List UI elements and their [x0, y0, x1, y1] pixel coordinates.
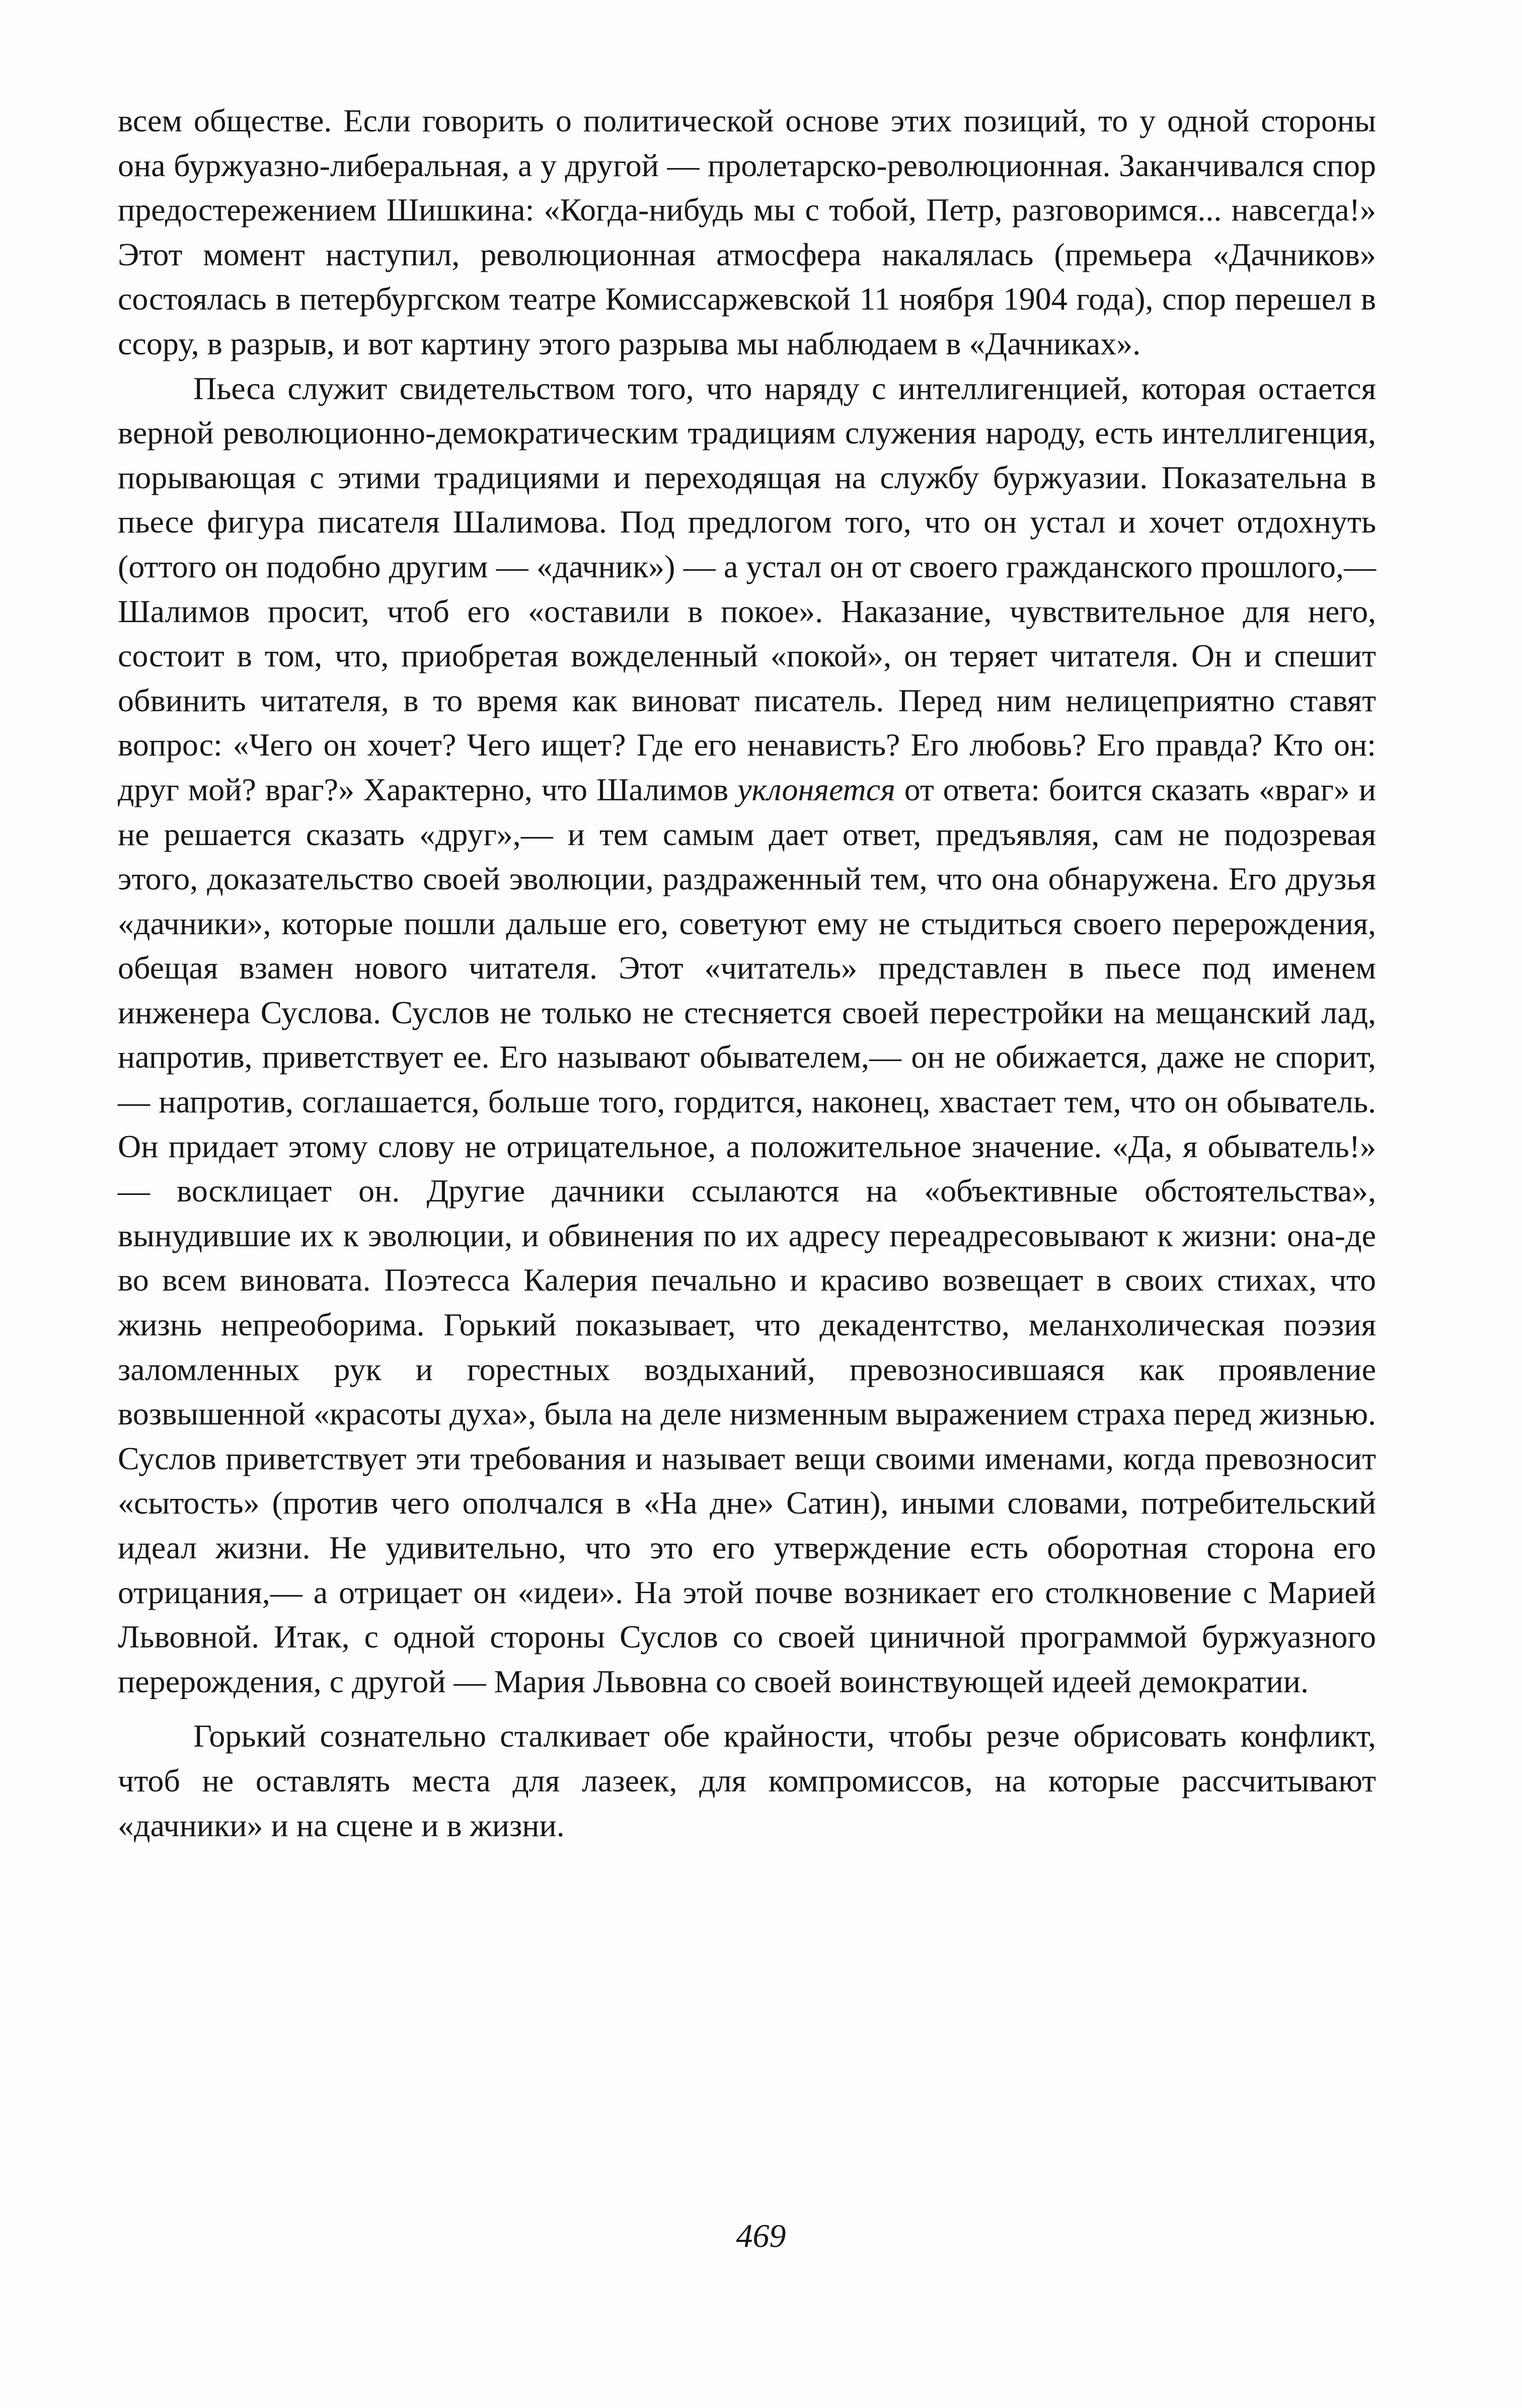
paragraph-3: Горький сознательно сталкивает обе крайности, чтобы резче обрисовать конфликт, чтоб не оставлять места для лазеек, для компромиссов, на которые рассчитывают «дачники» и на сцене и в жизни.: [118, 1718, 1376, 1843]
italic-emphasis: уклоняется: [737, 771, 895, 807]
paragraph-1: всем обществе. Если говорить о политической основе этих позиций, то у одной стороны она буржуазно-либеральная, а у другой — пролетарско-революционная. Заканчивался спор предостережением Шишкина: «Когда-нибудь мы с тобой, Петр, разговоримся... навсегда!» Этот момент наступил, революционная атмосфера накалялась (премьера «Дачников» состоялась в петербургском театре Комиссаржевской 11 ноября 1904 года), спор перешел в ссору, в разрыв, и вот картину этого разрыва мы наблюдаем в «Дачниках».: [118, 103, 1376, 361]
body-text: [118, 99, 1376, 1848]
paragraph-2-part-1: Пьеса служит свидетельством того, что наряду с интеллигенцией, которая остается верной революционно-демократическим традициям служения народу, есть интеллигенция, порывающая с этими традициями и переходящая на службу буржуазии. Показательна в пьесе фигура писателя Шалимова. Под предлогом того, что он устал и хочет отдохнуть (оттого он подобно другим — «дачник») — а устал он от своего гражданского прошлого,— Шалимов просит, чтоб его «оставили в покое». Наказание, чувствительное для него, состоит в том, что, приобретая вожделенный «покой», он теряет читателя. Он и спешит обвинить читателя, в то время как виноват писатель. Перед ним нелицеприятно ставят вопрос: «Чего он хочет? Чего ищет? Где его ненависть? Его любовь? Его правда? Кто он: друг мой? враг?» Характерно, что Шалимов: [118, 370, 1376, 807]
page-number: 469: [736, 2218, 786, 2254]
paragraph-2: [118, 366, 1376, 1704]
paragraph-2-part-2: от ответа: боится сказать «враг» и не решается сказать «друг»,— и тем самым дает ответ, предъявляя, сам не подозревая этого, доказательство своей эволюции, раздраженный тем, что она обнаружена. Его друзья «дачники», которые пошли дальше его, советуют ему не стыдиться своего перерождения, обещая взамен нового читателя. Этот «читатель» представлен в пьесе под именем инженера Суслова. Суслов не только не стесняется своей перестройки на мещанский лад, напротив, приветствует ее. Его называют обывателем,— он не обижается, даже не спорит,— напротив, соглашается, больше того, гордится, наконец, хвастает тем, что он обыватель. Он придает этому слову не отрицательное, а положительное значение. «Да, я обыватель!» — восклицает он. Другие дачники ссылаются на «объективные обстоятельства», вынудившие их к эволюции, и обвинения по их адресу переадресовывают к жизни: она-де во всем виновата. Поэтесса Калерия печально и красиво возвещает в своих стихах, что жизнь непреоборима. Горький показывает, что декадентство, меланхолическая поэзия заломленных рук и горестных воздыханий, превозносившаяся как проявление возвышенной «красоты духа», была на деле низменным выражением страха перед жизнью. Суслов приветствует эти требования и называет вещи своими именами, когда превозносит «сытость» (против чего ополчался в «На дне» Сатин), иными словами, потребительский идеал жизни. Не удивительно, что это его утверждение есть оборотная сторона его отрицания,— а отрицает он «идеи». На этой почве возникает его столкновение с Марией Львовной. Итак, с одной стороны Суслов со своей циничной программой буржуазного перерождения, с другой — Мария Львовна со своей воинствующей идеей демократии.: [118, 771, 1377, 1699]
